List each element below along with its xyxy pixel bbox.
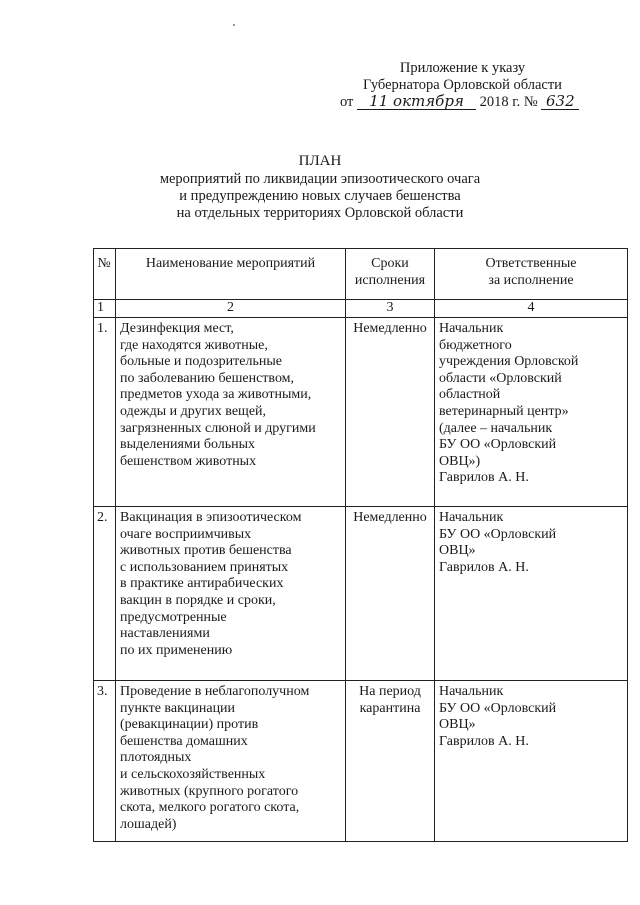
activity-line: наставлениями <box>120 626 210 642</box>
activity-line: предметов ухода за животными, <box>120 387 312 403</box>
responsible-line: БУ ОО «Орловский <box>439 437 557 453</box>
activity-line: животных против бешенства <box>120 543 292 559</box>
activity-line: (ревакцинации) против <box>120 717 259 733</box>
activity-line: по их применению <box>120 642 233 658</box>
activity-line: одежды и других вещей, <box>120 403 267 419</box>
activity-line: Вакцинация в эпизоотическом <box>120 510 302 525</box>
activity-line: выделениями больных <box>120 437 256 453</box>
table-row <box>93 681 628 842</box>
column-number: 4 <box>434 300 628 317</box>
column-number: 2 <box>115 300 345 317</box>
row-number: 2. <box>93 507 115 680</box>
activity-line: скота, мелкого рогатого скота, <box>120 800 300 816</box>
row-number: 3. <box>93 681 115 841</box>
order-from-label: от <box>340 94 354 110</box>
plan-title-line-2: и предупреждению новых случаев бешенства <box>179 188 461 204</box>
scan-mark <box>233 24 235 26</box>
table-row <box>93 318 628 507</box>
activity-line: лошадей) <box>120 816 177 832</box>
plan-title <box>120 153 520 222</box>
responsible-line: Начальник <box>439 321 504 336</box>
plan-table <box>93 248 628 842</box>
table-header-row <box>93 248 628 300</box>
responsible-line: Гаврилов А. Н. <box>439 733 529 749</box>
order-date-handwritten: 11 октября <box>357 94 476 110</box>
order-number-handwritten: 632 <box>541 94 579 110</box>
row-responsible <box>434 318 628 506</box>
header-term-line: исполнения <box>354 272 426 288</box>
activity-line: Дезинфекция мест, <box>120 321 234 336</box>
activity-line: с использованием принятых <box>120 559 289 575</box>
responsible-line: ОВЦ») <box>439 453 481 469</box>
plan-title-line-3: на отдельных территориях Орловской области <box>176 205 464 221</box>
activity-line: предусмотренные <box>120 609 227 625</box>
activity-line: загрязненных слюной и другими <box>120 420 316 436</box>
appendix-line-1: Приложение к указу <box>399 60 526 76</box>
responsible-line: области «Орловский <box>439 370 562 386</box>
responsible-line: БУ ОО «Орловский <box>439 700 557 716</box>
activity-line: по заболеванию бешенством, <box>120 370 295 386</box>
row-term <box>345 507 434 680</box>
row-term <box>345 681 434 841</box>
column-number: 1 <box>93 300 115 317</box>
responsible-line: ОВЦ» <box>439 543 476 559</box>
header-number: № <box>93 249 115 299</box>
activity-line: вакцин в порядке и сроки, <box>120 592 276 608</box>
header-responsible <box>434 249 628 299</box>
responsible-line: (далее – начальник <box>439 420 553 436</box>
activity-line: Проведение в неблагополучном <box>120 684 310 699</box>
activity-line: в практике антирабических <box>120 576 284 592</box>
responsible-line: Гаврилов А. Н. <box>439 470 529 486</box>
row-number: 1. <box>93 318 115 506</box>
responsible-line: ОВЦ» <box>439 717 476 733</box>
plan-title-line-1: мероприятий по ликвидации эпизоотического очага <box>159 171 481 187</box>
row-responsible <box>434 681 628 841</box>
responsible-line: Гаврилов А. Н. <box>439 559 529 575</box>
responsible-line: бюджетного <box>439 337 512 353</box>
term-line: На период <box>359 684 421 699</box>
appendix-line-2: Губернатора Орловской области <box>363 77 562 93</box>
term-line: Немедленно <box>353 510 427 525</box>
order-line <box>340 94 585 111</box>
term-line: карантина <box>359 700 421 716</box>
responsible-line: областной <box>439 387 501 403</box>
activity-line: где находятся животные, <box>120 337 268 353</box>
row-activity <box>115 318 345 506</box>
responsible-line: Начальник <box>439 510 504 525</box>
plan-title-main: ПЛАН <box>298 153 342 169</box>
header-term-line: Сроки <box>371 256 409 271</box>
order-year-label: 2018 г. № <box>479 94 538 110</box>
header-term <box>345 249 434 299</box>
responsible-line: ветеринарный центр» <box>439 403 569 419</box>
row-responsible <box>434 507 628 680</box>
header-responsible-line: Ответственные <box>485 256 577 271</box>
activity-line: и сельскохозяйственных <box>120 766 266 782</box>
row-activity <box>115 507 345 680</box>
header-activity: Наименование мероприятий <box>115 249 345 299</box>
activity-line: животных (крупного рогатого <box>120 783 299 799</box>
activity-line: очаге восприимчивых <box>120 526 252 542</box>
responsible-line: Начальник <box>439 684 504 699</box>
appendix-header <box>340 60 585 111</box>
table-row <box>93 507 628 681</box>
activity-line: плотоядных <box>120 750 192 766</box>
responsible-line: учреждения Орловской <box>439 354 579 370</box>
activity-line: бешенством животных <box>120 453 257 469</box>
header-responsible-line: за исполнение <box>488 272 574 288</box>
row-term <box>345 318 434 506</box>
row-activity <box>115 681 345 841</box>
column-number: 3 <box>345 300 434 317</box>
activity-line: бешенства домашних <box>120 733 248 749</box>
activity-line: больные и подозрительные <box>120 354 282 370</box>
term-line: Немедленно <box>353 321 427 336</box>
activity-line: пункте вакцинации <box>120 700 236 716</box>
table-column-numbers-row <box>93 300 628 318</box>
responsible-line: БУ ОО «Орловский <box>439 526 557 542</box>
